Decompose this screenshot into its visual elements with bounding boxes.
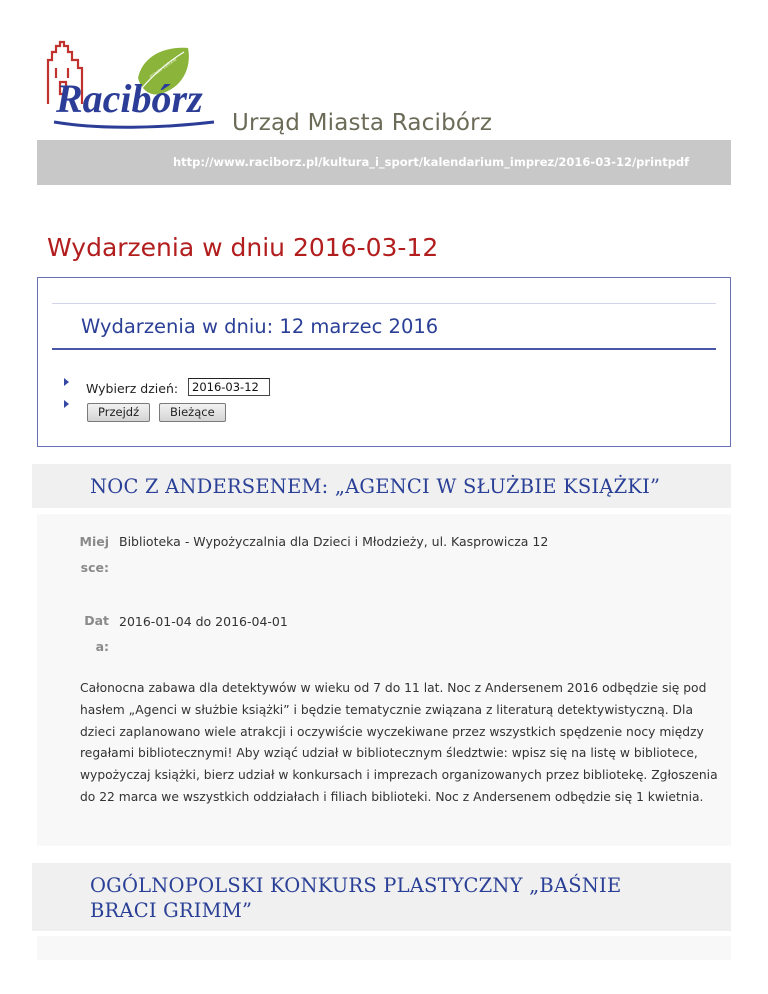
url-bar [37, 140, 731, 185]
date-input[interactable] [188, 378, 270, 396]
divider [52, 303, 716, 304]
logo-wordmark: Racibórz [56, 76, 203, 121]
page-url[interactable]: http://www.raciborz.pl/kultura_i_sport/kalendarium_imprez/2016-03-12/printpdf [173, 155, 690, 169]
raciborz-logo-image [42, 38, 222, 138]
event-title[interactable]: OGÓLNOPOLSKI KONKURS PLASTYCZNY „BAŚNIE BRACI GRIMM” [90, 874, 622, 922]
date-value: 2016-01-04 do 2016-04-01 [119, 614, 288, 629]
place-key: Miejsce: [79, 534, 109, 575]
date-key: Data: [84, 613, 109, 654]
bullet-arrow-icon [64, 400, 69, 408]
event-description: Całonocna zabawa dla detektywów w wieku od 7 do 11 lat. Noc z Andersenem 2016 odbędzie się pod hasłem „Agenci w służbie książki” i będzie tematycznie związana z literaturą detektywistyczną. Dla dzieci zaplanowano wiele atrakcji i oczywiście wyczekiwane przez wszystkich spędzenie nocy między regałami bibliotecznymi! Aby wziąć udział w bibliotecznym śledztwie: wpisz się na listę w bibliotece, wypożyczaj książki, bierz udział w konkursach i imprezach organizowanych przez bibliotekę. Zgłoszenia do 22 marca we wszystkich oddziałach i filiach biblioteki. Noc z Andersenem odbędzie się 1 kwietnia. [80, 681, 718, 804]
place-value: Biblioteka - Wypożyczalnia dla Dzieci i Młodzieży, ul. Kasprowicza 12 [119, 534, 549, 549]
raciborz-logo [42, 38, 222, 138]
event-title[interactable]: NOC Z ANDERSENEM: „AGENCI W SŁUŻBIE KSIĄŻKI” [90, 475, 661, 498]
svg-text:miasto zielone: miasto zielone [148, 56, 179, 80]
current-button[interactable]: Bieżące [159, 403, 226, 422]
event-header [32, 464, 731, 508]
go-button[interactable]: Przejdź [87, 403, 150, 422]
site-title: Urząd Miasta Racibórz [232, 110, 493, 136]
bullet-arrow-icon [64, 378, 69, 386]
divider [52, 348, 716, 350]
date-label: Wybierz dzień: [86, 381, 179, 396]
event-header [32, 863, 731, 931]
filter-heading: Wydarzenia w dniu: 12 marzec 2016 [81, 315, 439, 338]
event-body [37, 514, 731, 846]
date-filter-panel [37, 277, 731, 447]
page-title: Wydarzenia w dniu 2016-03-12 [47, 233, 439, 262]
event-body [37, 936, 731, 960]
